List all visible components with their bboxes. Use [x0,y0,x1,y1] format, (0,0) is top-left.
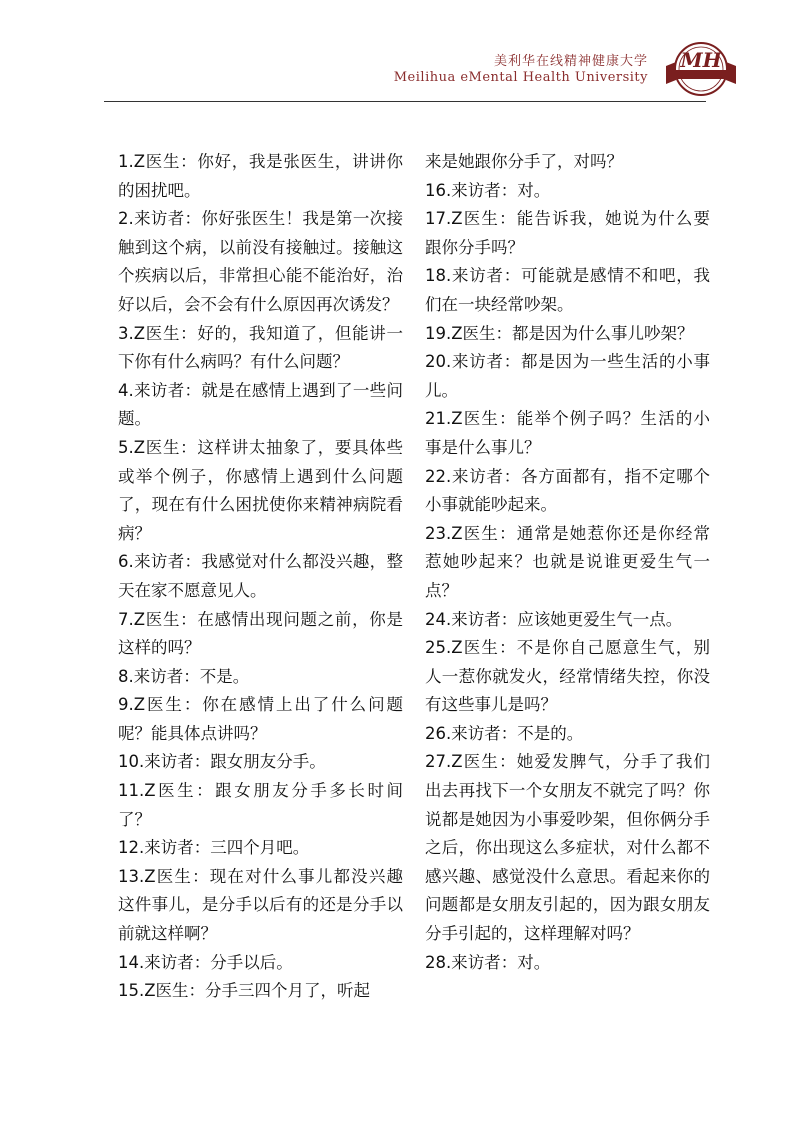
dialogue-entry: 13.Z医生：现在对什么事儿都没兴趣这件事儿，是分手以后有的还是分手以前就这样啊？ [118,866,403,944]
dialogue-entry: 14.来访者：分手以后。 [118,952,293,972]
dialogue-entry: 20.来访者：都是因为一些生活的小事儿。 [425,352,710,400]
dialogue-entry: 27.Z医生：她爱发脾气，分手了我们出去再找下一个女朋友不就完了吗？你说都是她因为小事爱吵架，但你俩分手之后，你出现这么多症状，对什么都不感兴趣、感觉没什么意思。看起来你的问题都是女朋友引起的，因为跟女朋友分手引起的，这样理解对吗？ [425,752,710,944]
dialogue-entry: 2.来访者：你好张医生！我是第一次接触到这个病，以前没有接触过。接触这个疾病以后，非常担心能不能治好，治好以后，会不会有什么原因再次诱发？ [118,209,403,314]
dialogue-entry: 26.来访者：不是的。 [425,723,584,743]
dialogue-entry: 10.来访者：跟女朋友分手。 [118,752,326,772]
dialogue-entry: 18.来访者：可能就是感情不和吧，我们在一块经常吵架。 [425,266,710,314]
dialogue-entry: 8.来访者：不是。 [118,666,250,686]
dialogue-entry: 15.Z医生：分手三四个月了，听起 [118,981,371,1001]
dialogue-entry: 28.来访者：对。 [425,952,551,972]
dialogue-entry: 3.Z医生：好的，我知道了，但能讲一下你有什么病吗？有什么问题？ [118,323,403,372]
dialogue-entry: 24.来访者：应该她更爱生气一点。 [425,609,683,629]
university-name-en: Meilihua eMental Health University [393,70,648,85]
dialogue-entry: 1.Z医生：你好，我是张医生，讲讲你的困扰吧。 [118,152,403,200]
transcript-column-right [425,148,710,977]
dialogue-entry: 7.Z医生：在感情出现问题之前，你是这样的吗？ [118,609,403,658]
university-logo-icon [664,40,738,98]
dialogue-entry: 11.Z医生：跟女朋友分手多长时间了？ [118,781,403,829]
dialogue-entry: 19.Z医生：都是因为什么事儿吵架？ [425,323,694,343]
dialogue-entry: 12.来访者：三四个月吧。 [118,838,310,858]
page-header [0,0,800,105]
dialogue-entry: 21.Z医生：能举个例子吗？生活的小事是什么事儿？ [425,409,710,457]
header-divider [104,101,706,102]
dialogue-entry: 4.来访者：就是在感情上遇到了一些问题。 [118,380,403,429]
svg-text:MH: MH [680,48,722,72]
dialogue-entry: 22.来访者：各方面都有，指不定哪个小事就能吵起来。 [425,466,710,515]
transcript-column-left [118,148,403,1006]
dialogue-entry: 16.来访者：对。 [425,180,551,200]
dialogue-entry: 9.Z医生：你在感情上出了什么问题呢？能具体点讲吗？ [118,695,403,743]
dialogue-entry: 6.来访者：我感觉对什么都没兴趣，整天在家不愿意见人。 [118,552,403,600]
dialogue-entry: 17.Z医生：能告诉我，她说为什么要跟你分手吗？ [425,209,710,257]
dialogue-entry: 25.Z医生：不是你自己愿意生气，别人一惹你就发火，经常情绪失控，你没有这些事儿是吗？ [425,638,710,715]
university-name-cn: 美利华在线精神健康大学 [493,54,648,69]
dialogue-entry: 来是她跟你分手了，对吗？ [425,152,623,171]
dialogue-entry: 5.Z医生：这样讲太抽象了，要具体些或举个例子，你感情上遇到什么问题了，现在有什么困扰使你来精神病院看病？ [118,437,403,543]
dialogue-entry: 23.Z医生：通常是她惹你还是你经常惹她吵起来？也就是说谁更爱生气一点？ [425,523,710,600]
